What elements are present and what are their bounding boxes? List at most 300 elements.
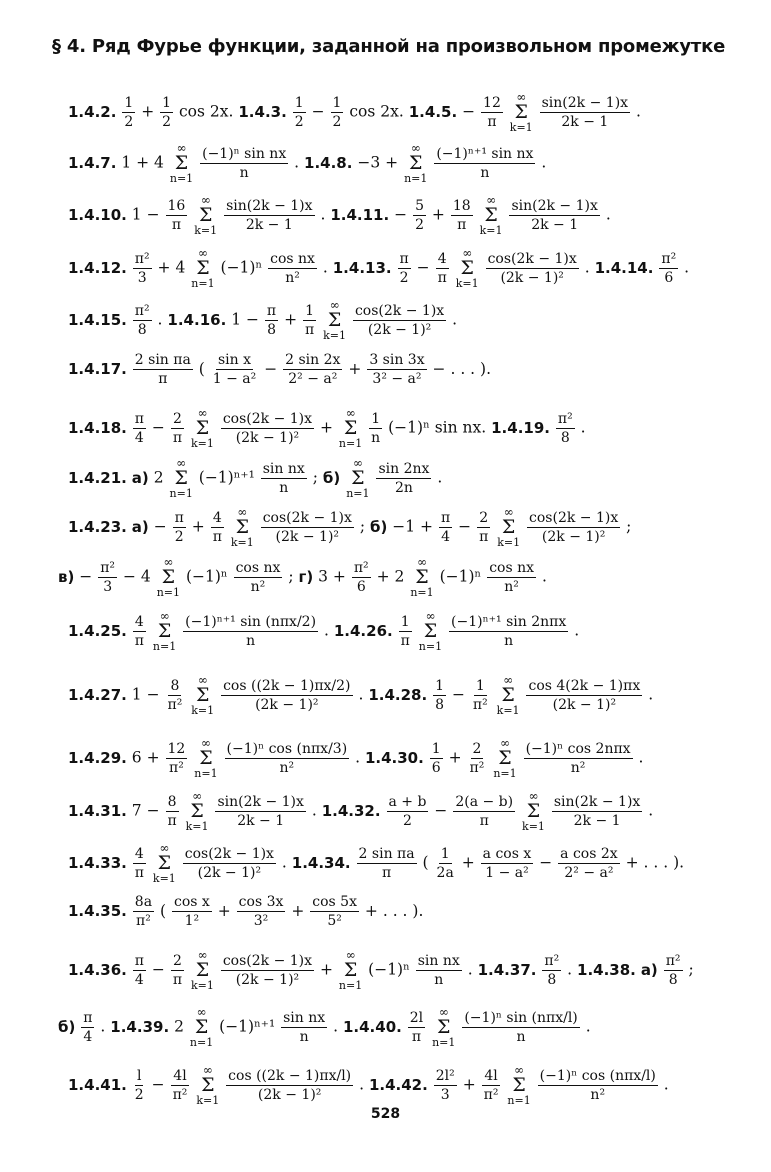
answer-number: 1.4.37. bbox=[477, 960, 537, 979]
numerator: 2l² bbox=[435, 1067, 455, 1084]
sum-lower-limit: n=1 bbox=[189, 1036, 214, 1049]
sum-lower-limit: n=1 bbox=[432, 1036, 456, 1049]
formula-text: ; bbox=[688, 960, 694, 979]
numerator: π² bbox=[134, 302, 150, 319]
numerator: (−1)ⁿ⁺¹ sin nx bbox=[436, 145, 534, 162]
sum-lower-limit: k=1 bbox=[196, 1094, 220, 1107]
fraction bbox=[439, 511, 452, 544]
answer-line bbox=[68, 949, 694, 992]
denominator: n bbox=[299, 1028, 309, 1045]
fraction bbox=[471, 679, 490, 712]
summation bbox=[419, 610, 442, 653]
formula-text: . bbox=[684, 258, 690, 277]
denominator: 8 bbox=[137, 321, 147, 338]
formula-text: − bbox=[153, 517, 167, 536]
sigma-symbol: Σ bbox=[501, 516, 516, 538]
numerator: π bbox=[440, 509, 451, 526]
formula-text: + bbox=[431, 205, 445, 224]
numerator: π bbox=[134, 952, 144, 969]
sum-lower-limit: n=1 bbox=[156, 586, 181, 599]
summation bbox=[186, 790, 209, 833]
answer-line bbox=[58, 556, 547, 599]
numerator: cos 4(2k − 1)πx bbox=[528, 677, 641, 694]
denominator: 2k − 1 bbox=[237, 812, 285, 829]
sigma-symbol: Σ bbox=[343, 959, 358, 981]
sum-lower-limit: n=1 bbox=[418, 640, 443, 653]
fraction bbox=[160, 96, 173, 129]
fraction bbox=[357, 847, 417, 880]
answer-number: а) bbox=[640, 960, 658, 979]
denominator: π² bbox=[483, 1086, 499, 1103]
sum-lower-limit: n=1 bbox=[169, 487, 193, 500]
denominator: 8 bbox=[435, 696, 445, 713]
numerator: cos(2k − 1)x bbox=[222, 410, 313, 427]
section-header: § 4. Ряд Фурье функции, заданной на произвольном промежутке bbox=[52, 36, 726, 57]
answer-number: 1.4.7. bbox=[68, 153, 117, 172]
summation bbox=[170, 457, 193, 500]
answer-line bbox=[68, 674, 653, 717]
summation bbox=[153, 610, 176, 653]
formula-text: + bbox=[319, 960, 333, 979]
fraction bbox=[225, 742, 350, 775]
denominator: 6 bbox=[431, 759, 441, 776]
denominator: 6 bbox=[356, 578, 366, 595]
denominator: 2 bbox=[124, 113, 134, 130]
summation bbox=[497, 506, 520, 549]
fraction bbox=[413, 199, 426, 232]
formula-text: − bbox=[416, 258, 430, 277]
answer-number: а) bbox=[131, 517, 149, 536]
sum-upper-limit: ∞ bbox=[462, 246, 473, 260]
summation bbox=[507, 1064, 530, 1107]
formula-text: + bbox=[191, 517, 205, 536]
numerator: cos ((2k − 1)πx/l) bbox=[228, 1067, 352, 1084]
formula-text: (−1)ⁿ⁺¹ bbox=[198, 468, 255, 487]
answer-line bbox=[68, 299, 457, 342]
sum-lower-limit: k=1 bbox=[191, 979, 214, 992]
fraction bbox=[353, 304, 446, 337]
numerator: 2 bbox=[479, 509, 489, 526]
numerator: 8 bbox=[167, 793, 177, 810]
fraction bbox=[265, 304, 278, 337]
denominator: 2 bbox=[399, 269, 409, 286]
fraction bbox=[98, 561, 117, 594]
fraction bbox=[462, 1011, 579, 1044]
formula-text: − bbox=[458, 517, 472, 536]
sum-lower-limit: k=1 bbox=[152, 872, 176, 885]
answer-number: 1.4.27. bbox=[68, 685, 127, 704]
formula-text: . bbox=[467, 960, 473, 979]
fraction bbox=[215, 795, 305, 828]
sigma-symbol: Σ bbox=[484, 204, 498, 226]
fraction bbox=[468, 742, 487, 775]
summation bbox=[346, 457, 369, 500]
fraction bbox=[226, 1069, 353, 1102]
fraction bbox=[552, 795, 642, 828]
fraction bbox=[659, 252, 678, 285]
sum-upper-limit: ∞ bbox=[200, 736, 211, 750]
numerator: 8a bbox=[134, 894, 153, 910]
summation bbox=[190, 1006, 213, 1049]
fraction bbox=[133, 847, 146, 880]
answer-line bbox=[68, 353, 491, 386]
sigma-symbol: Σ bbox=[195, 417, 210, 439]
sum-lower-limit: n=1 bbox=[493, 767, 517, 780]
denominator: 1² bbox=[184, 913, 200, 929]
denominator: (2k − 1)² bbox=[275, 528, 340, 545]
fraction bbox=[482, 1069, 501, 1102]
formula-text: . bbox=[648, 801, 654, 820]
denominator: (2k − 1)² bbox=[235, 971, 300, 988]
answer-number: 1.4.23. bbox=[68, 517, 127, 536]
formula-text: ; bbox=[359, 517, 366, 536]
formula-text: . bbox=[541, 567, 547, 586]
summation bbox=[194, 737, 217, 780]
fraction bbox=[399, 615, 412, 648]
fraction bbox=[487, 561, 536, 594]
answer-line bbox=[68, 407, 586, 450]
formula-text: 2 bbox=[153, 468, 164, 487]
fraction bbox=[166, 199, 188, 232]
sigma-symbol: Σ bbox=[498, 747, 512, 769]
formula-text: − bbox=[311, 102, 325, 121]
numerator: 12 bbox=[483, 94, 501, 111]
sum-upper-limit: ∞ bbox=[159, 841, 170, 855]
formula-text: −1 + bbox=[392, 517, 434, 536]
formula-text: cos 2x. bbox=[179, 102, 234, 121]
numerator: π bbox=[399, 250, 409, 267]
summation bbox=[170, 142, 193, 185]
fraction bbox=[173, 511, 186, 544]
page-number: 528 bbox=[370, 1106, 401, 1122]
sum-upper-limit: ∞ bbox=[417, 555, 427, 569]
numerator: 2 sin πa bbox=[134, 352, 191, 368]
sigma-symbol: Σ bbox=[161, 566, 176, 588]
denominator: 2 bbox=[332, 113, 342, 130]
fraction bbox=[171, 954, 184, 987]
fraction bbox=[664, 954, 683, 987]
denominator: (2k − 1)² bbox=[255, 696, 319, 713]
numerator: 1 bbox=[332, 94, 342, 111]
fraction bbox=[166, 742, 188, 775]
summation bbox=[404, 142, 427, 185]
fraction bbox=[416, 954, 462, 987]
denominator: 2a bbox=[436, 864, 454, 881]
formula-text: − bbox=[151, 418, 165, 437]
sum-lower-limit: k=1 bbox=[479, 224, 503, 237]
denominator: π² bbox=[136, 913, 151, 929]
fraction bbox=[261, 462, 307, 495]
summation bbox=[480, 194, 503, 237]
fraction bbox=[133, 304, 152, 337]
sum-upper-limit: ∞ bbox=[528, 789, 539, 803]
numerator: 1 bbox=[305, 302, 315, 319]
answer-number: 1.4.41. bbox=[68, 1075, 127, 1094]
sum-upper-limit: ∞ bbox=[159, 609, 170, 623]
sum-upper-limit: ∞ bbox=[197, 406, 208, 420]
sum-lower-limit: k=1 bbox=[323, 329, 347, 342]
numerator: l bbox=[137, 1067, 142, 1084]
denominator: 2k − 1 bbox=[245, 216, 293, 233]
fraction bbox=[171, 412, 184, 445]
denominator: π bbox=[411, 1028, 422, 1045]
numerator: π² bbox=[661, 250, 677, 267]
numerator: sin nx bbox=[417, 952, 460, 969]
numerator: 1 bbox=[294, 94, 304, 111]
sigma-symbol: Σ bbox=[174, 152, 189, 174]
summation bbox=[522, 790, 545, 833]
fraction bbox=[293, 96, 306, 129]
denominator: 3 bbox=[137, 269, 147, 286]
numerator: sin(2k − 1)x bbox=[217, 793, 304, 810]
numerator: 4 bbox=[134, 613, 144, 630]
numerator: (−1)ⁿ sin (nπx/l) bbox=[464, 1009, 578, 1026]
numerator: sin nx bbox=[262, 460, 305, 477]
sum-lower-limit: n=1 bbox=[194, 767, 218, 780]
summation bbox=[191, 407, 214, 450]
answer-number: 1.4.16. bbox=[167, 310, 227, 329]
denominator: n bbox=[371, 429, 381, 446]
denominator: π bbox=[172, 429, 183, 446]
formula-text: . bbox=[638, 748, 644, 767]
numerator: 4l bbox=[484, 1067, 498, 1084]
sigma-symbol: Σ bbox=[157, 620, 172, 642]
numerator: sin 2nx bbox=[378, 460, 430, 477]
sum-upper-limit: ∞ bbox=[345, 948, 356, 962]
denominator: π² bbox=[167, 696, 183, 713]
sum-upper-limit: ∞ bbox=[176, 141, 187, 155]
answer-number: 1.4.32. bbox=[321, 801, 381, 820]
sum-lower-limit: n=1 bbox=[346, 487, 370, 500]
numerator: 18 bbox=[452, 197, 471, 214]
fraction bbox=[542, 954, 561, 987]
fraction bbox=[261, 511, 354, 544]
formula-text: − bbox=[434, 801, 448, 820]
denominator: π bbox=[487, 113, 497, 130]
answer-number: 1.4.38. bbox=[577, 960, 636, 979]
fraction bbox=[477, 511, 490, 544]
formula-text: (−1)ⁿ bbox=[368, 960, 410, 979]
numerator: 16 bbox=[167, 197, 186, 214]
sum-upper-limit: ∞ bbox=[486, 193, 497, 207]
denominator: 2 bbox=[134, 1086, 144, 1103]
fraction bbox=[268, 252, 317, 285]
denominator: 1 − a² bbox=[212, 371, 257, 387]
sigma-symbol: Σ bbox=[199, 747, 213, 769]
denominator: n bbox=[246, 632, 256, 649]
formula-text: . bbox=[541, 153, 547, 172]
denominator: n bbox=[516, 1028, 526, 1045]
fraction bbox=[122, 96, 135, 129]
fraction bbox=[509, 199, 599, 232]
fraction bbox=[433, 679, 446, 712]
fraction bbox=[486, 252, 579, 285]
fraction bbox=[183, 847, 276, 880]
formula-text: − bbox=[462, 102, 476, 121]
numerator: (−1)ⁿ cos (nπx/l) bbox=[539, 1067, 656, 1084]
sigma-symbol: Σ bbox=[423, 620, 438, 642]
answer-number: 1.4.14. bbox=[594, 258, 654, 277]
sigma-symbol: Σ bbox=[201, 1074, 215, 1096]
sum-lower-limit: k=1 bbox=[509, 121, 533, 134]
fraction bbox=[171, 1069, 190, 1102]
sigma-symbol: Σ bbox=[195, 959, 210, 981]
denominator: 5² bbox=[327, 913, 342, 929]
numerator: 1 bbox=[431, 740, 441, 757]
numerator: π² bbox=[134, 250, 150, 267]
denominator: 4 bbox=[134, 429, 144, 446]
formula-text: ; bbox=[288, 567, 294, 586]
formula-text: ; bbox=[626, 517, 632, 536]
numerator: 1 bbox=[475, 677, 485, 694]
denominator: π bbox=[212, 528, 222, 545]
numerator: (−1)ⁿ⁺¹ sin (nπx/2) bbox=[185, 613, 317, 630]
denominator: 8 bbox=[560, 429, 570, 446]
formula-text: 1 + 4 bbox=[121, 153, 164, 172]
fraction bbox=[376, 462, 431, 495]
formula-text: . bbox=[636, 102, 641, 121]
formula-text: . bbox=[580, 418, 586, 437]
formula-text: 1 − bbox=[231, 310, 259, 329]
answer-number: 1.4.11. bbox=[330, 205, 390, 224]
answer-number: 1.4.5. bbox=[408, 102, 458, 121]
denominator: 3² bbox=[253, 913, 269, 929]
sigma-symbol: Σ bbox=[327, 309, 342, 331]
answer-number: 1.4.3. bbox=[238, 102, 287, 121]
summation bbox=[510, 91, 533, 134]
numerator: 2 bbox=[173, 952, 182, 969]
formula-text: . bbox=[100, 1017, 106, 1036]
numerator: cos(2k − 1)x bbox=[354, 302, 445, 319]
formula-text: −3 + bbox=[357, 153, 399, 172]
answer-number: 1.4.10. bbox=[68, 205, 127, 224]
fraction bbox=[221, 679, 352, 712]
sigma-symbol: Σ bbox=[194, 1016, 209, 1038]
denominator: π bbox=[457, 216, 467, 233]
sum-lower-limit: n=1 bbox=[191, 277, 215, 290]
denominator: n² bbox=[590, 1086, 606, 1103]
formula-text: . bbox=[323, 621, 329, 640]
denominator: (2k − 1)² bbox=[552, 696, 617, 713]
denominator: 2n bbox=[394, 479, 413, 496]
formula-text: + . . . ). bbox=[625, 853, 685, 872]
fraction bbox=[540, 96, 630, 129]
numerator: (−1)ⁿ cos 2nπx bbox=[525, 740, 631, 757]
summation bbox=[153, 842, 176, 885]
denominator: 4 bbox=[441, 528, 451, 545]
numerator: π² bbox=[557, 410, 573, 427]
formula-text: . bbox=[567, 960, 573, 979]
denominator: 8 bbox=[547, 971, 557, 988]
answer-line bbox=[68, 142, 546, 185]
sum-lower-limit: k=1 bbox=[230, 536, 254, 549]
fraction bbox=[172, 895, 212, 928]
fraction bbox=[133, 1069, 146, 1102]
formula-text: − bbox=[451, 685, 465, 704]
numerator: cos nx bbox=[489, 559, 535, 576]
formula-text: (−1)ⁿ sin nx. bbox=[388, 418, 487, 437]
sigma-symbol: Σ bbox=[198, 204, 213, 226]
numerator: 4 bbox=[212, 509, 222, 526]
numerator: π bbox=[134, 410, 144, 427]
answer-line bbox=[68, 790, 653, 833]
numerator: 1 bbox=[124, 94, 134, 111]
formula-text: + bbox=[461, 853, 475, 872]
denominator: π bbox=[479, 812, 489, 829]
answer-line bbox=[68, 1064, 669, 1107]
fraction bbox=[133, 615, 146, 648]
denominator: 8 bbox=[668, 971, 678, 988]
denominator: π bbox=[400, 632, 410, 649]
numerator: 8 bbox=[170, 677, 180, 694]
fraction bbox=[133, 412, 146, 445]
answer-line bbox=[58, 1006, 591, 1049]
sigma-symbol: Σ bbox=[174, 467, 188, 489]
denominator: 2 bbox=[415, 216, 424, 233]
numerator: π² bbox=[100, 559, 116, 576]
formula-text: ( bbox=[198, 359, 205, 378]
answer-number: 1.4.34. bbox=[291, 853, 351, 872]
numerator: cos ((2k − 1)πx/2) bbox=[223, 677, 351, 694]
numerator: sin(2k − 1)x bbox=[553, 793, 641, 810]
formula-text: . bbox=[359, 1075, 365, 1094]
numerator: 4l bbox=[173, 1067, 187, 1084]
formula-text: (−1)ⁿ⁺¹ bbox=[219, 1017, 276, 1036]
answer-number: 1.4.8. bbox=[304, 153, 353, 172]
sigma-symbol: Σ bbox=[351, 467, 365, 489]
formula-text: . bbox=[452, 310, 458, 329]
answer-line bbox=[68, 842, 684, 885]
sum-upper-limit: ∞ bbox=[196, 1005, 207, 1019]
sum-lower-limit: n=1 bbox=[404, 172, 428, 185]
denominator: 1 − a² bbox=[485, 864, 529, 881]
fraction bbox=[224, 199, 314, 232]
formula-text: . bbox=[437, 468, 443, 487]
answer-number: 1.4.42. bbox=[368, 1075, 428, 1094]
formula-text: 6 + bbox=[131, 748, 160, 767]
sum-upper-limit: ∞ bbox=[410, 141, 421, 155]
answer-number: б) bbox=[370, 517, 388, 536]
denominator: n² bbox=[279, 759, 295, 776]
formula-text: (−1)ⁿ bbox=[220, 258, 263, 277]
formula-text: − bbox=[151, 1075, 165, 1094]
fraction bbox=[221, 412, 314, 445]
answer-number: 1.4.12. bbox=[68, 258, 127, 277]
sum-upper-limit: ∞ bbox=[329, 298, 340, 312]
denominator: n² bbox=[570, 759, 586, 776]
summation bbox=[410, 556, 433, 599]
sum-lower-limit: n=1 bbox=[152, 640, 177, 653]
sum-upper-limit: ∞ bbox=[197, 948, 208, 962]
fraction bbox=[398, 252, 411, 285]
numerator: 1 bbox=[400, 613, 410, 630]
denominator: (2k − 1)² bbox=[257, 1086, 322, 1103]
fraction bbox=[281, 1011, 327, 1044]
denominator: 3 bbox=[440, 1086, 450, 1103]
numerator: a cos 2x bbox=[560, 845, 618, 862]
sum-upper-limit: ∞ bbox=[200, 193, 211, 207]
summation bbox=[191, 247, 214, 290]
numerator: 1 bbox=[435, 677, 445, 694]
fraction bbox=[435, 847, 456, 880]
summation bbox=[432, 1006, 455, 1049]
answer-number: 1.4.18. bbox=[68, 418, 127, 437]
denominator: (2k − 1)² bbox=[235, 429, 300, 446]
numerator: cos nx bbox=[235, 559, 281, 576]
formula-text: . bbox=[648, 685, 654, 704]
answer-number: 1.4.19. bbox=[491, 418, 550, 437]
denominator: n bbox=[480, 164, 490, 181]
